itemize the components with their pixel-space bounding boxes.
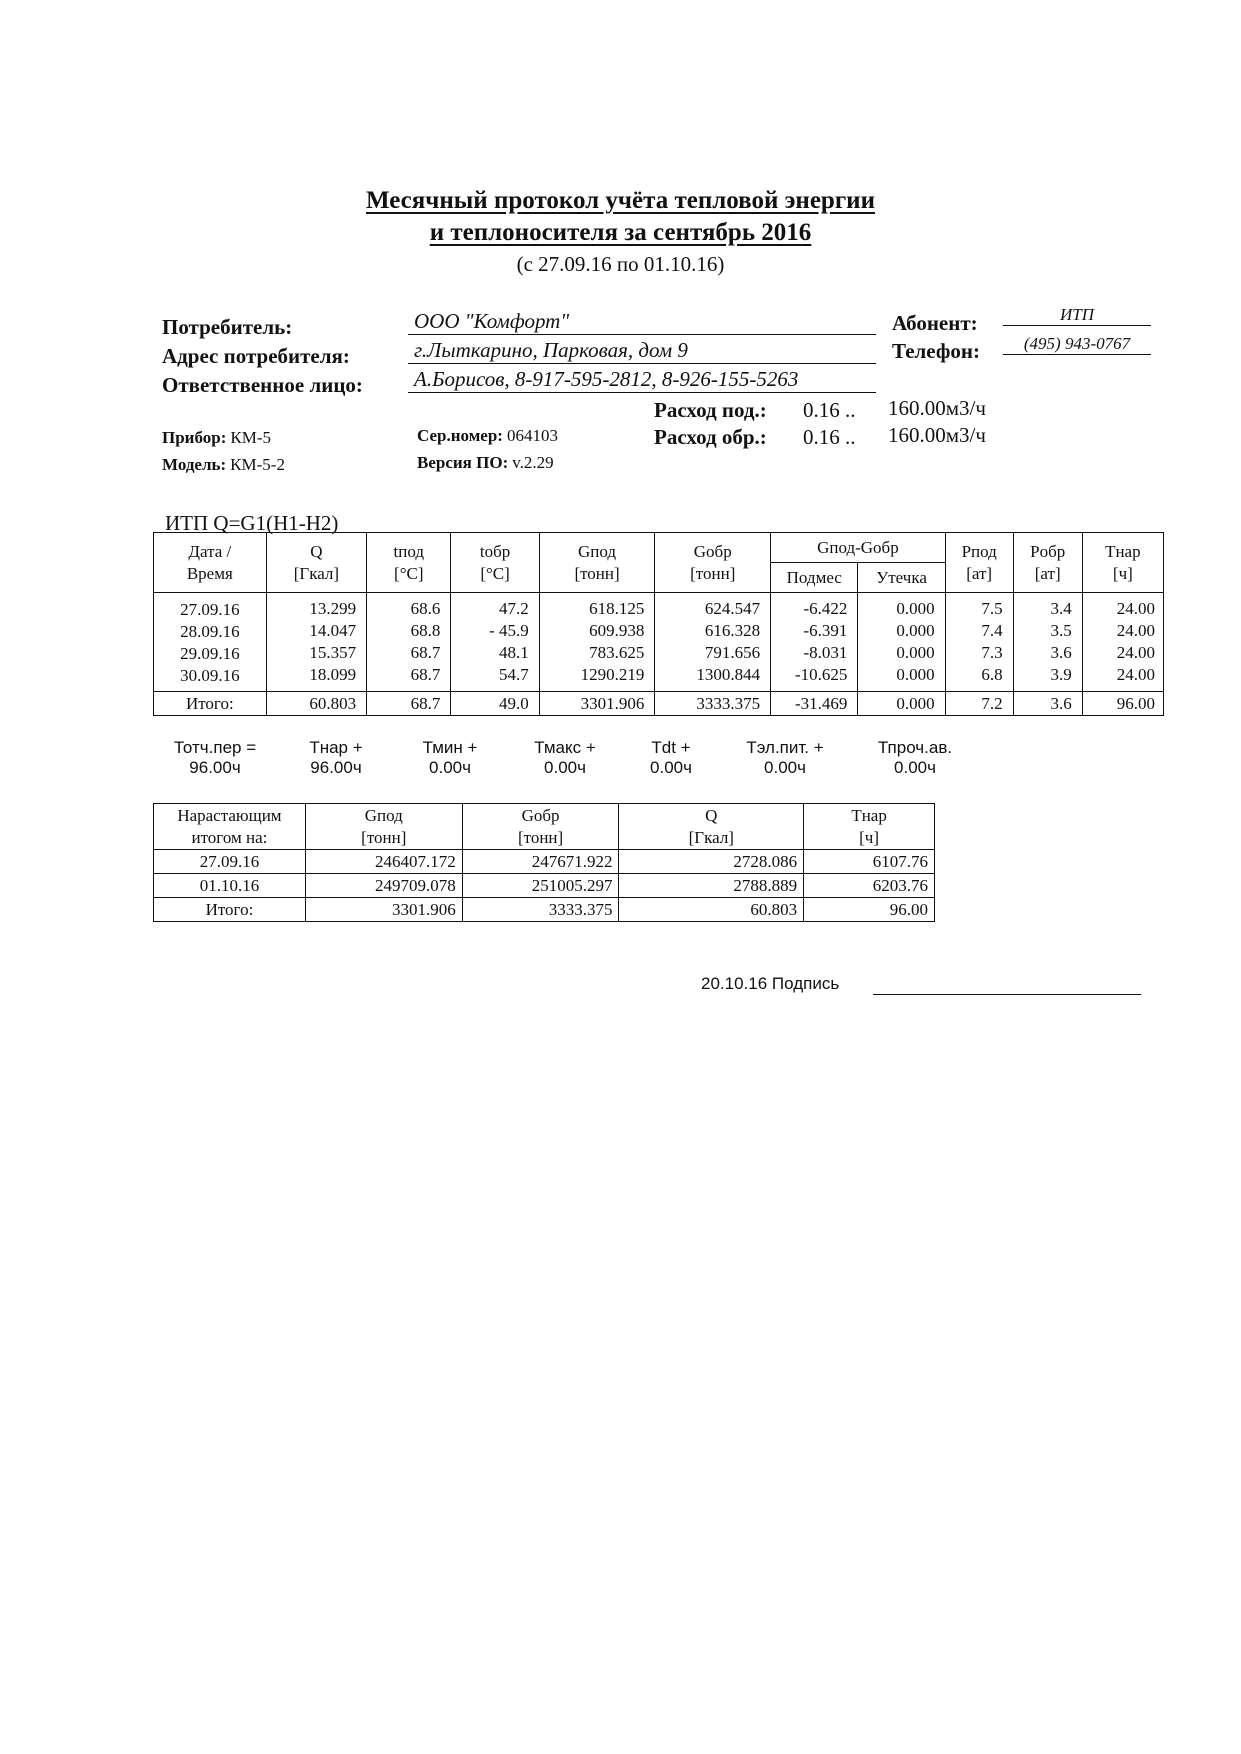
main-data-table (153, 532, 1164, 716)
cumulative-total-row (154, 898, 935, 922)
phone-label: Телефон: (892, 339, 981, 363)
time-summary-5: Тэл.пит. + 0.00ч (746, 738, 824, 777)
total-tpod: 68.7 (367, 692, 451, 716)
total-gpod: 3301.906 (539, 692, 655, 716)
cum-header-gpod: Gпод [тонн] (305, 804, 462, 850)
cum-total-label: Итого: (154, 898, 306, 922)
total-podmes: -31.469 (771, 692, 858, 716)
col-date: 27.09.16 28.09.16 29.09.16 30.09.16 (154, 593, 267, 692)
total-q: 60.803 (266, 692, 366, 716)
time-summary-3: Тмакс + 0.00ч (534, 738, 596, 777)
main-table-total-row (154, 692, 1164, 716)
document-title-line2: и теплоносителя за сентябрь 2016 (429, 219, 812, 246)
col-pobr: 3.4 3.5 3.6 3.9 (1013, 593, 1082, 692)
cumulative-row (154, 874, 935, 898)
model-line (162, 455, 285, 475)
cum-header-gobr: Gобр [тонн] (462, 804, 619, 850)
time-summary-0: Тотч.пер = 96.00ч (173, 738, 257, 777)
cum-tnar: 6107.76 (804, 850, 935, 874)
flow-supply-label: Расход под.: (654, 398, 767, 422)
flow-return-label: Расход обр.: (654, 425, 767, 449)
flow-supply-range: 0.16 .. (803, 398, 856, 422)
total-ppod: 7.2 (945, 692, 1013, 716)
cum-header-q: Q [Гкал] (619, 804, 804, 850)
header-podmes: Подмес (771, 563, 858, 593)
consumer-label: Потребитель: (162, 315, 293, 339)
version-label: Версия ПО: (417, 453, 509, 472)
header-tnar: Тнар [ч] (1082, 533, 1163, 593)
total-tobr: 49.0 (451, 692, 539, 716)
flow-supply-max: 160.00м3/ч (888, 396, 986, 420)
address-label: Адрес потребителя: (162, 344, 350, 368)
flow-return-range: 0.16 .. (803, 425, 856, 449)
main-table-header-row (154, 533, 1164, 563)
header-gobr: Gобр [тонн] (655, 533, 771, 593)
header-gpod: Gпод [тонн] (539, 533, 655, 593)
cum-date: 27.09.16 (154, 850, 306, 874)
cum-total-gobr: 3333.375 (462, 898, 619, 922)
header-pobr: Pобр [ат] (1013, 533, 1082, 593)
address-value: г.Лыткарино, Парковая, дом 9 (408, 338, 876, 364)
total-pobr: 3.6 (1013, 692, 1082, 716)
time-summary-1: Тнар + 96.00ч (309, 738, 363, 777)
col-ppod: 7.5 7.4 7.3 6.8 (945, 593, 1013, 692)
total-utechka: 0.000 (858, 692, 945, 716)
cum-gobr: 247671.922 (462, 850, 619, 874)
cum-q: 2728.086 (619, 850, 804, 874)
header-tobr: tобр [°C] (451, 533, 539, 593)
cum-gpod: 246407.172 (305, 850, 462, 874)
signature-line (873, 974, 1141, 995)
col-podmes: -6.422 -6.391 -8.031 -10.625 (771, 593, 858, 692)
cum-q: 2788.889 (619, 874, 804, 898)
device-line (162, 428, 271, 448)
total-label: Итого: (154, 692, 267, 716)
header-q: Q [Гкал] (266, 533, 366, 593)
device-value: КМ-5 (230, 428, 271, 447)
serial-label: Сер.номер: (417, 426, 503, 445)
main-table-data-block (154, 593, 1164, 692)
responsible-value: А.Борисов, 8-917-595-2812, 8-926-155-5263 (408, 367, 876, 393)
time-summary-2: Тмин + 0.00ч (422, 738, 478, 777)
cumulative-row (154, 850, 935, 874)
consumer-value: ООО "Комфорт" (408, 309, 876, 335)
cumulative-header-row (154, 804, 935, 850)
model-value: КМ-5-2 (230, 455, 285, 474)
col-tnar: 24.00 24.00 24.00 24.00 (1082, 593, 1163, 692)
cum-date: 01.10.16 (154, 874, 306, 898)
col-utechka: 0.000 0.000 0.000 0.000 (858, 593, 945, 692)
col-q: 13.299 14.047 15.357 18.099 (266, 593, 366, 692)
subscriber-value: ИТП (1003, 305, 1151, 326)
header-tpod: tпод [°C] (367, 533, 451, 593)
subscriber-label: Абонент: (892, 311, 978, 335)
responsible-label: Ответственное лицо: (162, 373, 363, 397)
cum-gobr: 251005.297 (462, 874, 619, 898)
cum-total-tnar: 96.00 (804, 898, 935, 922)
version-value: v.2.29 (512, 453, 554, 472)
header-utechka: Утечка (858, 563, 945, 593)
model-label: Модель: (162, 455, 227, 474)
device-label: Прибор: (162, 428, 227, 447)
time-summary-6: Тпроч.ав. 0.00ч (877, 738, 953, 777)
cum-header-tnar: Тнар [ч] (804, 804, 935, 850)
total-gobr: 3333.375 (655, 692, 771, 716)
cumulative-table (153, 803, 935, 922)
serial-value: 064103 (506, 426, 558, 445)
document-title-line1: Месячный протокол учёта тепловой энергии (366, 187, 875, 214)
col-tobr: 47.2 - 45.9 48.1 54.7 (451, 593, 539, 692)
phone-value: (495) 943-0767 (1003, 334, 1151, 355)
cum-header-label: Нарастающим итогом на: (154, 804, 306, 850)
col-gpod: 618.125 609.938 783.625 1290.219 (539, 593, 655, 692)
time-summary-4: Tdt + 0.00ч (650, 738, 692, 777)
cum-tnar: 6203.76 (804, 874, 935, 898)
col-gobr: 624.547 616.328 791.656 1300.844 (655, 593, 771, 692)
document-period: (с 27.09.16 по 01.10.16) (516, 252, 725, 276)
serial-line (417, 426, 558, 446)
cum-total-q: 60.803 (619, 898, 804, 922)
flow-return-max: 160.00м3/ч (888, 423, 986, 447)
cum-gpod: 249709.078 (305, 874, 462, 898)
version-line (417, 453, 554, 473)
signature-date-label: 20.10.16 Подпись (701, 974, 840, 993)
header-gdiff: Gпод-Gобр (771, 533, 946, 563)
header-ppod: Pпод [ат] (945, 533, 1013, 593)
cum-total-gpod: 3301.906 (305, 898, 462, 922)
total-tnar: 96.00 (1082, 692, 1163, 716)
formula-label: ИТП Q=G1(H1-H2) (165, 511, 339, 535)
header-date: Дата / Время (154, 533, 267, 593)
col-tpod: 68.6 68.8 68.7 68.7 (367, 593, 451, 692)
